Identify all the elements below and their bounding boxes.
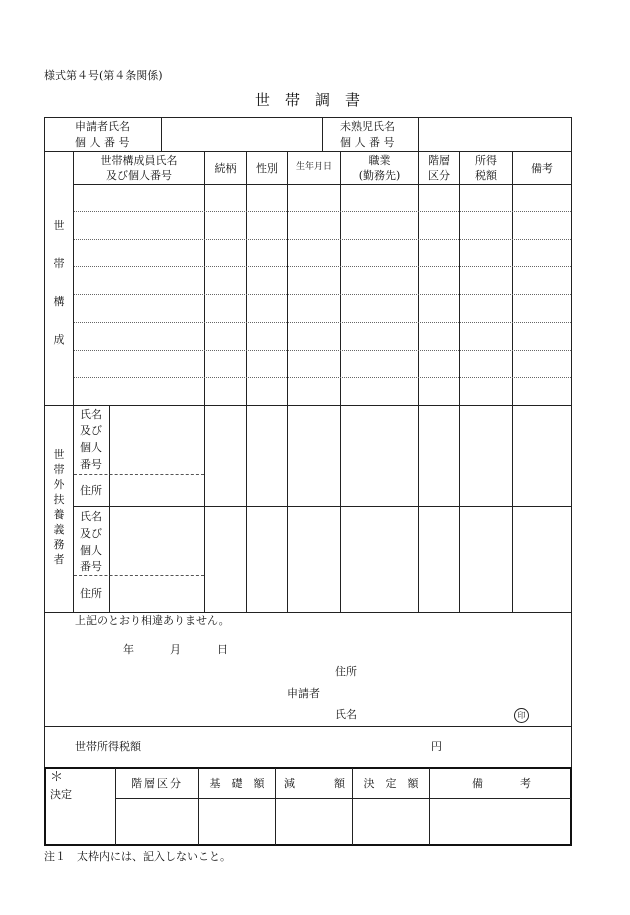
col-note: 備考 — [531, 162, 553, 175]
declaration-text: 上記のとおり相違ありません。 — [75, 614, 230, 627]
outside-name-label-2: 氏名 — [80, 510, 102, 523]
signer-name-label: 氏名 — [335, 708, 357, 721]
date-day: 日 — [217, 643, 228, 656]
decision-decided: 決 定 額 — [363, 777, 419, 790]
decision-reduce-field[interactable] — [276, 799, 352, 844]
outside-address-label-2: 住所 — [80, 587, 102, 600]
col-tax-2: 税額 — [475, 169, 497, 182]
outside-dependent-1[interactable] — [110, 406, 204, 506]
date-year: 年 — [123, 643, 134, 656]
outside-name-label-2b: 及び — [80, 527, 102, 540]
side-label-outside: 世 帯 外 扶 養 義 務 者 — [53, 448, 65, 566]
decision-star: ＊ — [50, 770, 64, 785]
decision-tier: 階層区分 — [131, 777, 183, 790]
decision-note-field[interactable] — [430, 799, 570, 844]
col-tax-1: 所得 — [475, 154, 497, 167]
decision-base: 基 礎 額 — [209, 777, 265, 790]
applicant-name-label: 申請者氏名 — [75, 120, 130, 133]
address-label: 住所 — [335, 665, 357, 678]
outside-name-label-1: 氏名 — [80, 408, 102, 421]
household-tax-label: 世帯所得税額 — [75, 740, 141, 753]
child-name-label: 未熟児氏名 — [340, 120, 395, 133]
page-title: 世 帯 調 書 — [255, 91, 361, 109]
household-tax-field[interactable] — [160, 730, 425, 764]
seal-icon: 印 — [514, 708, 529, 723]
child-id-label: 個 人 番 号 — [340, 136, 395, 149]
outside-name-label-1b: 及び — [80, 424, 102, 437]
outside-dependent-2[interactable] — [110, 507, 204, 612]
col-job-2: (勤務先) — [358, 169, 401, 182]
col-tier-2: 区分 — [428, 169, 450, 182]
decision-tier-field[interactable] — [116, 799, 198, 844]
decision-reduce-2: 額 — [334, 777, 345, 790]
outside-name-label-2d: 番号 — [80, 560, 102, 573]
applicant-name-field[interactable] — [162, 118, 322, 151]
form-number: 様式第４号(第４条関係) — [44, 69, 163, 82]
decision-base-field[interactable] — [199, 799, 275, 844]
outside-name-label-2c: 個人 — [80, 544, 102, 557]
child-name-field[interactable] — [419, 118, 571, 151]
col-job-1: 職業 — [368, 154, 391, 167]
decision-reduce-1: 減 — [284, 777, 295, 790]
col-relation: 続柄 — [214, 162, 237, 175]
decision-decided-field[interactable] — [353, 799, 429, 844]
applicant-label: 申請者 — [287, 687, 320, 700]
applicant-id-label: 個 人 番 号 — [75, 136, 130, 149]
yen-unit: 円 — [431, 740, 442, 753]
outside-address-label-1: 住所 — [80, 484, 102, 497]
date-month: 月 — [170, 643, 181, 656]
decision-note-1: 備 — [472, 777, 483, 790]
household-member-rows[interactable] — [74, 185, 571, 405]
col-tier-1: 階層 — [428, 154, 450, 167]
col-member-2: 及び個人番号 — [106, 169, 172, 182]
outside-name-label-1d: 番号 — [80, 458, 102, 471]
decision-note-2: 考 — [520, 777, 531, 790]
decision-label: 決定 — [50, 788, 72, 801]
footnote: 注１ 太枠内には、記入しないこと。 — [44, 850, 231, 863]
side-label-household: 世 帯 構 成 — [53, 219, 65, 346]
col-sex: 性別 — [256, 162, 278, 175]
outside-name-label-1c: 個人 — [80, 441, 102, 454]
col-member-1: 世帯構成員氏名 — [100, 154, 178, 167]
col-birth: 生年月日 — [295, 162, 332, 172]
